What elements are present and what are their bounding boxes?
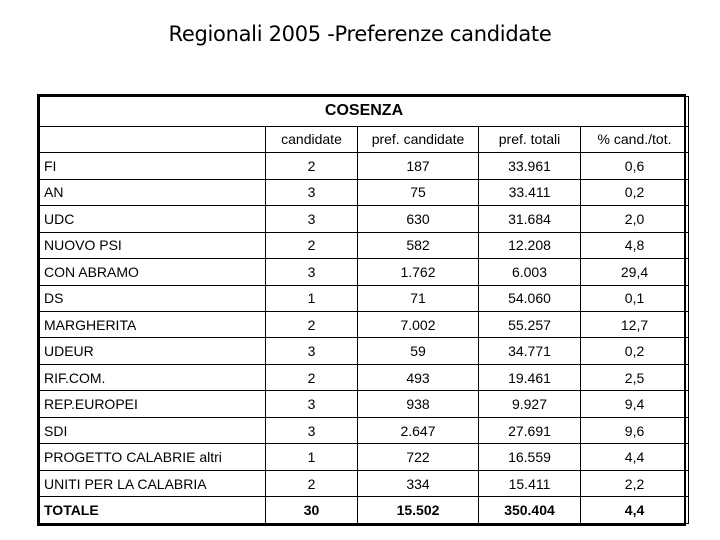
table-row	[40, 232, 689, 258]
percentage: 2,2	[581, 470, 689, 496]
percentage: 29,4	[581, 259, 689, 285]
party-name: PROGETTO CALABRIE altri	[40, 444, 266, 470]
table-row	[40, 312, 689, 338]
percentage: 4,4	[581, 444, 689, 470]
total-preferences: 34.771	[479, 338, 581, 364]
candidate-preferences: 722	[358, 444, 479, 470]
city-name: COSENZA	[40, 97, 689, 127]
total-candidate-preferences: 15.502	[358, 497, 479, 524]
total-party-name: TOTALE	[40, 497, 266, 524]
percentage: 9,6	[581, 417, 689, 443]
candidates-count: 1	[266, 285, 358, 311]
candidates-count: 3	[266, 417, 358, 443]
candidate-preferences: 75	[358, 179, 479, 205]
table-row	[40, 179, 689, 205]
percentage: 4,8	[581, 232, 689, 258]
candidates-count: 1	[266, 444, 358, 470]
column-header-row	[40, 126, 689, 152]
percentage: 9,4	[581, 391, 689, 417]
total-preferences: 16.559	[479, 444, 581, 470]
candidates-count: 3	[266, 338, 358, 364]
candidates-count: 3	[266, 179, 358, 205]
candidates-column-header: candidate	[266, 126, 358, 152]
party-name: AN	[40, 179, 266, 205]
total-preferences: 54.060	[479, 285, 581, 311]
party-column-header	[40, 126, 266, 152]
candidates-count: 3	[266, 391, 358, 417]
candidate-preferences: 582	[358, 232, 479, 258]
table-row	[40, 285, 689, 311]
total-preferences: 6.003	[479, 259, 581, 285]
candidate-preferences: 7.002	[358, 312, 479, 338]
city-header-row	[40, 97, 689, 127]
party-name: RIF.COM.	[40, 364, 266, 390]
percentage: 0,2	[581, 338, 689, 364]
total-preferences: 9.927	[479, 391, 581, 417]
total-preferences: 27.691	[479, 417, 581, 443]
party-name: UDEUR	[40, 338, 266, 364]
page-title: Regionali 2005 -Preferenze candidate	[168, 22, 552, 46]
table-row	[40, 391, 689, 417]
candidate-preferences-column-header: pref. candidate	[358, 126, 479, 152]
party-name: REP.EUROPEI	[40, 391, 266, 417]
candidates-count: 2	[266, 364, 358, 390]
party-name: UNITI PER LA CALABRIA	[40, 470, 266, 496]
percentage: 0,2	[581, 179, 689, 205]
total-candidates-count: 30	[266, 497, 358, 524]
candidates-count: 3	[266, 206, 358, 232]
table-row	[40, 338, 689, 364]
total-preferences: 15.411	[479, 470, 581, 496]
candidate-preferences: 71	[358, 285, 479, 311]
total-preferences: 31.684	[479, 206, 581, 232]
total-row	[40, 497, 689, 524]
candidate-preferences: 938	[358, 391, 479, 417]
candidate-preferences: 334	[358, 470, 479, 496]
total-percentage: 4,4	[581, 497, 689, 524]
candidate-preferences: 59	[358, 338, 479, 364]
party-name: UDC	[40, 206, 266, 232]
candidates-count: 2	[266, 153, 358, 179]
table-row	[40, 259, 689, 285]
total-preferences: 33.411	[479, 179, 581, 205]
table-row	[40, 153, 689, 179]
preferences-table	[39, 96, 689, 524]
total-preferences-column-header: pref. totali	[479, 126, 581, 152]
candidate-preferences: 493	[358, 364, 479, 390]
percentage-column-header: % cand./tot.	[581, 126, 689, 152]
preferences-table-container	[37, 94, 686, 526]
table-row	[40, 444, 689, 470]
candidate-preferences: 1.762	[358, 259, 479, 285]
party-name: MARGHERITA	[40, 312, 266, 338]
candidates-count: 2	[266, 232, 358, 258]
percentage: 2,0	[581, 206, 689, 232]
table-row	[40, 364, 689, 390]
candidate-preferences: 187	[358, 153, 479, 179]
total-preferences: 19.461	[479, 364, 581, 390]
total-preferences: 55.257	[479, 312, 581, 338]
candidate-preferences: 630	[358, 206, 479, 232]
table-row	[40, 470, 689, 496]
party-name: FI	[40, 153, 266, 179]
table-row	[40, 417, 689, 443]
candidates-count: 2	[266, 470, 358, 496]
candidates-count: 2	[266, 312, 358, 338]
total-preferences: 12.208	[479, 232, 581, 258]
percentage: 2,5	[581, 364, 689, 390]
party-name: CON ABRAMO	[40, 259, 266, 285]
percentage: 0,1	[581, 285, 689, 311]
table-row	[40, 206, 689, 232]
candidate-preferences: 2.647	[358, 417, 479, 443]
party-name: DS	[40, 285, 266, 311]
party-name: NUOVO PSI	[40, 232, 266, 258]
percentage: 0,6	[581, 153, 689, 179]
percentage: 12,7	[581, 312, 689, 338]
candidates-count: 3	[266, 259, 358, 285]
total-total-preferences: 350.404	[479, 497, 581, 524]
party-name: SDI	[40, 417, 266, 443]
total-preferences: 33.961	[479, 153, 581, 179]
